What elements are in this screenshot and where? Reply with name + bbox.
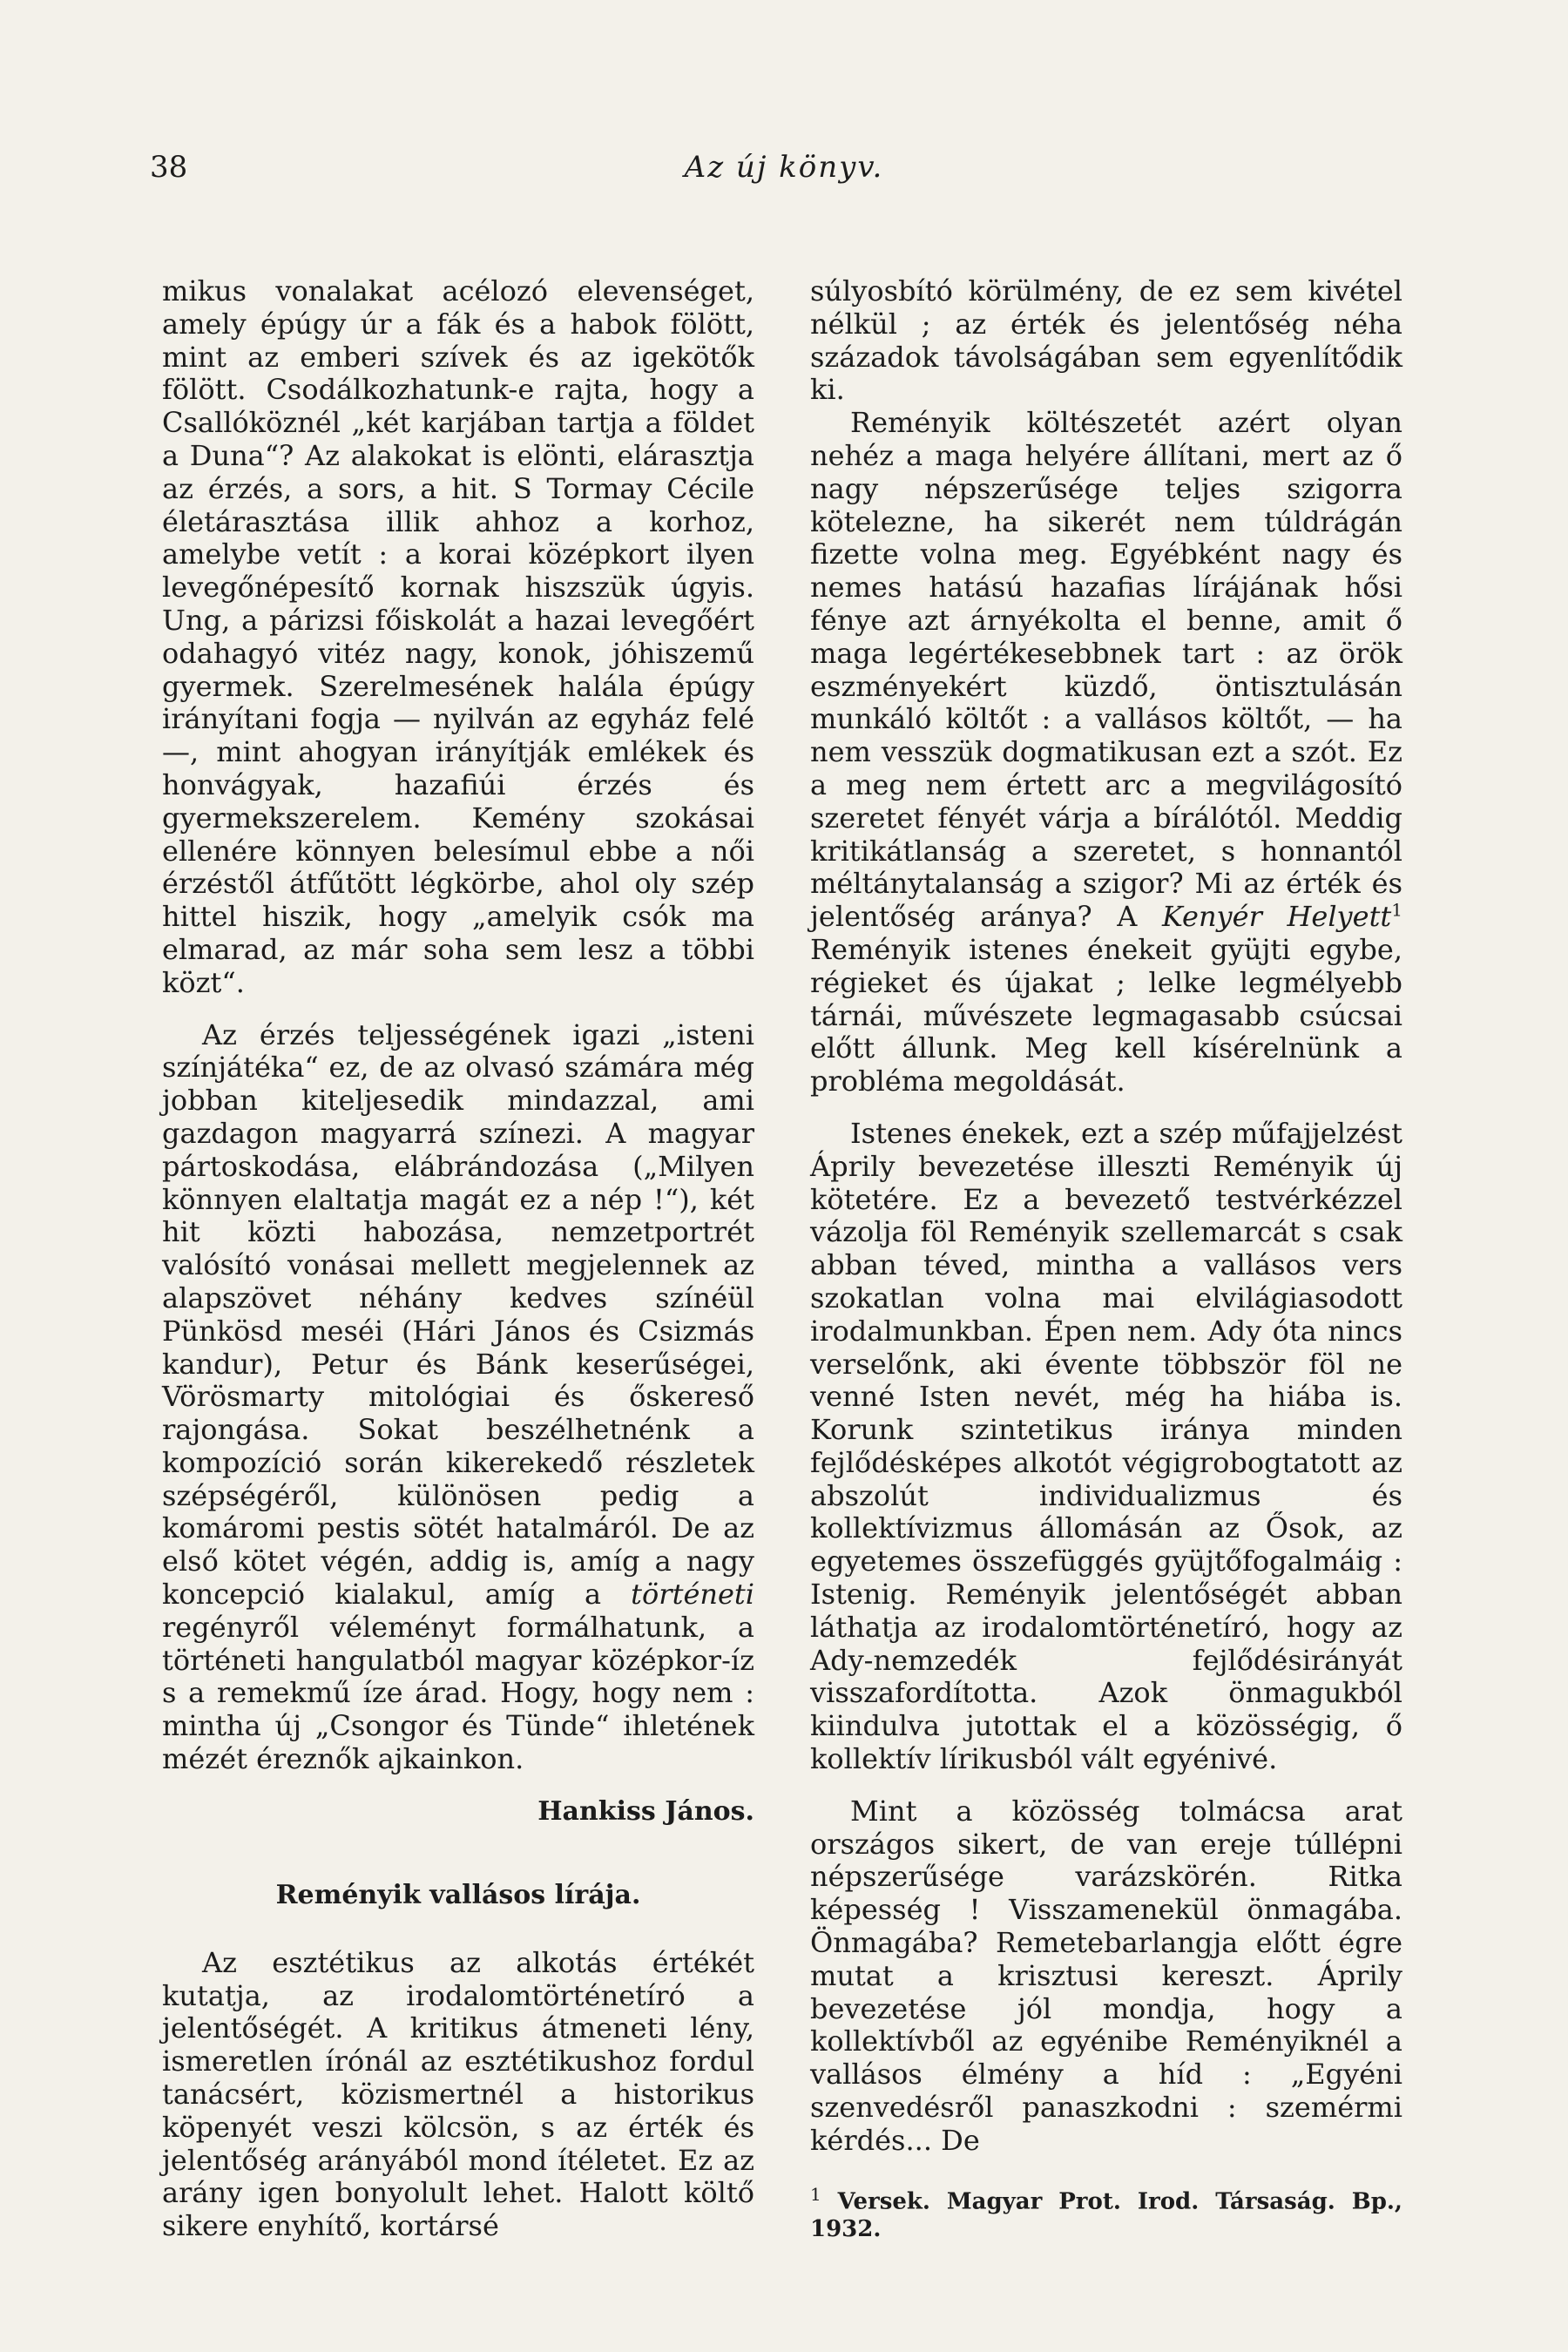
left-paragraph-3: Az esztétikus az alkotás értékét kutatja, az irodalomtörténetíró a jelentőségét. A kritikus átmeneti lény, ismeretlen írónál az esztétikushoz fordul tanácsért, közismertnél a historikus köpenyét veszi kölcsön, s az érték és jelentőség arányából mond ítéletet. Ez az arány igen bonyolult lehet. Halott költő sikere enyhítő, kortársé	[162, 1945, 754, 2243]
footnote-reference: 1	[1391, 899, 1403, 921]
left-paragraph-2-italic: történeti	[631, 1578, 755, 1612]
left-column	[162, 275, 754, 2243]
right-paragraph-2-italic: Kenyér Helyett	[1161, 900, 1392, 934]
right-paragraph-2	[810, 407, 1402, 1098]
right-paragraph-1: súlyosbító körülmény, de ez sem kivétel nélkül ; az érték és jelentőség néha századok távolságában sem egyenlítődik ki.	[810, 274, 1402, 407]
right-paragraph-2-text-b: Reményik istenes énekeit gyüjti egybe, régieket és újakat ; lelke legmélyebb tárnái, művészete legmagasabb csúcsai előtt állunk. Meg kell kísérelnünk a probléma megoldását.	[810, 932, 1402, 1098]
page-number: 38	[150, 150, 188, 185]
author-signature: Hankiss János.	[537, 1795, 754, 1827]
left-paragraph-2-text-a: Az érzés teljességének igazi „isteni színjátéka“ ez, de az olvasó számára még jobban kiteljesedik mindazzal, ami gazdagon magyarrá színezi. A magyar pártoskodása, elábrándozása („Milyen könnyen elaltatja magát ez a nép !“), két hit közti habozása, nemzetportrét valósító vonásai mellett megjelennek az alapszövet néhány kedves színéül Pünkösd meséi (Hári János és Csizmás kandur), Petur és Bánk keserűségei, Vörösmarty mitológiai és őskereső rajongása. Sokat beszélhetnénk a kompozíció során kikerekedő részletek szépségéről, különösen pedig a komáromi pestis sötét hatalmáról. De az első kötet végén, addig is, amíg a nagy koncepció kialakul, amíg a	[162, 1017, 754, 1612]
left-paragraph-2-text-b: regényről véleményt formálhatunk, a történeti hangulatból magyar középkor-íz s a remekmű íze árad. Hogy, hogy nem : mintha új „Csongor és Tünde“ ihletének mézét éreznők ajkainkon.	[162, 1610, 754, 1776]
running-title: Az új könyv.	[684, 150, 884, 185]
right-column	[810, 275, 1402, 2243]
footnote	[810, 2180, 1402, 2244]
section-title: Reményik vallásos lírája.	[275, 1879, 641, 1910]
left-paragraph-2	[162, 1019, 754, 1776]
footnote-mark: 1	[810, 2183, 821, 2205]
right-paragraph-2-text-a: Reményik költészetét azért olyan nehéz a maga helyére állítani, mert az ő nagy népszerűsége teljes szigorra kötelezne, ha sikerét nem túldrágán fizette volna meg. Egyébként nagy és nemes hatású hazafias lírájának hősi fénye azt árnyékolta el benne, amit ő maga legértékesebbnek tart : az örök eszményekért küzdő, öntisztulásán munkáló költőt : a vallásos költőt, — ha nem vesszük dogmatikusan ezt a szót. Ez a meg nem értett arc a megvilágosító szeretet fényét várja a bírálótól. Meddig kritikátlanság a szeretet, s honnantól méltánytalanság a szigor? Mi az érték és jelentőség aránya? A	[810, 406, 1402, 934]
footnote-text: Versek. Magyar Prot. Irod. Társaság. Bp., 1932.	[810, 2188, 1402, 2243]
left-paragraph-1: mikus vonalakat acélozó elevenséget, amely épúgy úr a fák és a habok fölött, mint az emberi szívek és az igekötők fölött. Csodálkozhatunk-e rajta, hogy a Csallóköznél „két karjában tartja a földet a Duna“? Az alakokat is elönti, elárasztja az érzés, a sors, a hit. S Tormay Cécile életárasztása illik ahhoz a korhoz, amelybe vetít : a korai középkort ilyen levegőnépesítő kornak hiszszük úgyis. Ung, a párizsi főiskolát a hazai levegőért odahagyó vitéz nagy, konok, jóhiszemű gyermek. Szerelmesének halála épúgy irányítani fogja — nyilván az egyház felé —, mint ahogyan irányítják emlékek és honvágyak, hazafiúi érzés és gyermekszerelem. Kemény szokásai ellenére könnyen belesímul ebbe a női érzéstől átfűtött légkörbe, ahol oly szép hittel hiszik, hogy „amelyik csók ma elmarad, az már soha sem lesz a többi közt“.	[162, 274, 754, 999]
right-paragraph-4: Mint a közösség tolmácsa arat országos sikert, de van ereje túllépni népszerűsége varázskörén. Ritka képesség ! Visszamenekül önmagába. Önmagába? Remetebarlangja előtt égre mutat a krisztusi kereszt. Áprily bevezetése jól mondja, hogy a kollektívből az egyénibe Reményiknél a vallásos élmény a híd : „Egyéni szenvedésről panaszkodni : szemérmi kérdés... De	[810, 1794, 1402, 2157]
right-paragraph-3: Istenes énekek, ezt a szép műfajjelzést Áprily bevezetése illeszti Reményik új kötetére. Ez a bevezető testvérkézzel vázolja föl Reményik szellemarcát s csak abban téved, mintha a vallásos vers szokatlan volna mai elvilágiasodott irodalmunkban. Épen nem. Ady óta nincs verselőnk, aki évente többször föl ne venné Isten nevét, még ha hiába is. Korunk szintetikus iránya minden fejlődésképes alkotót végigrobogtatott az abszolút individualizmus és kollektívizmus állomásán az Ősok, az egyetemes összefüggés gyüjtőfogalmáig : Istenig. Reményik jelentőségét abban láthatja az irodalomtörténetíró, hogy az Ady-nemzedék fejlődésirányát visszafordította. Azok önmagukból kiindulva jutottak el a közösségig, ő kollektív lírikusból vált egyénivé.	[810, 1116, 1402, 1776]
